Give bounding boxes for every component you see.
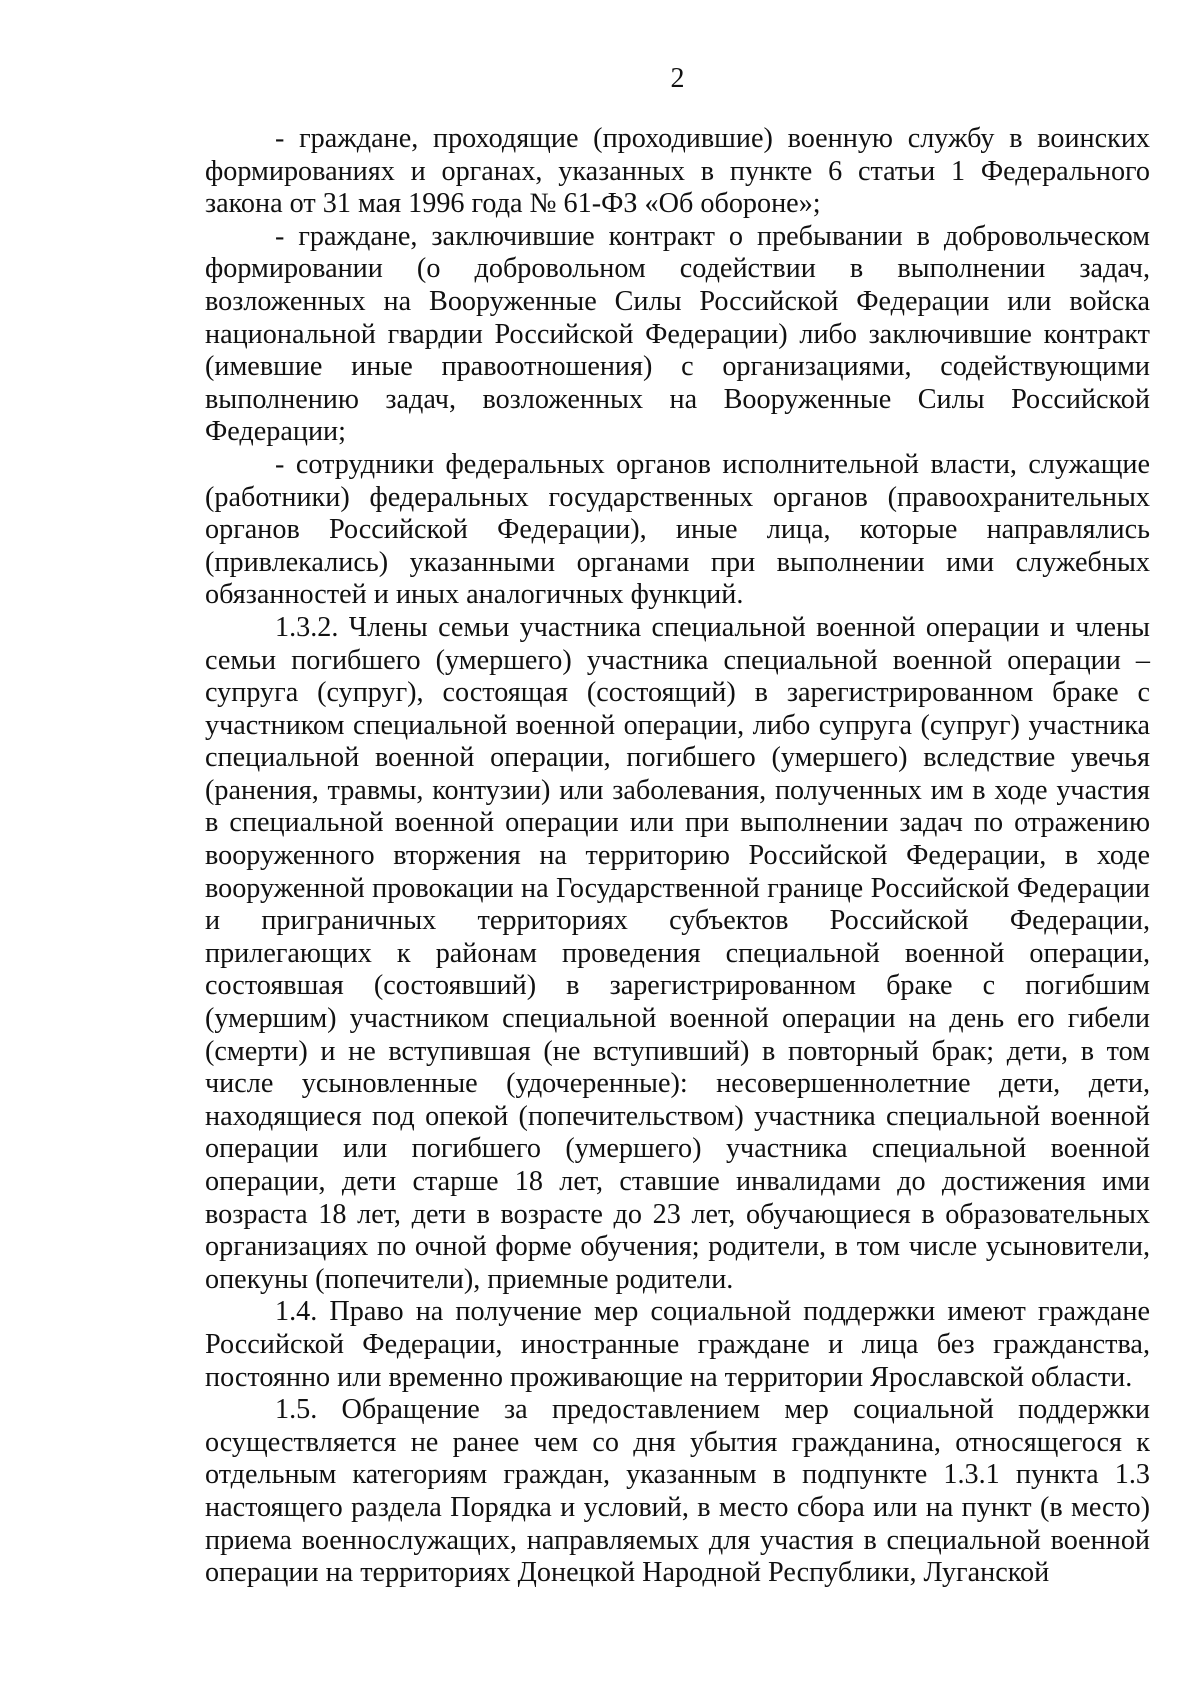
- page-number: 2: [670, 63, 685, 94]
- document-body: [205, 123, 1150, 1590]
- paragraph-1-5-application: 1.5. Обращение за предоставлением мер социальной поддержки осуществляется не ранее чем со дня убытия гражданина, относящегося к отдельным категориям граждан, указанным в подпункте 1.3.1 пункта 1.3 настоящего раздела Порядка и условий, в место сбора или на пункт (в место) приема военнослужащих, направляемых для участия в специальной военной операции на территориях Донецкой Народной Республики, Луганской: [205, 1394, 1150, 1589]
- paragraph-federal-employees: - сотрудники федеральных органов исполнительной власти, служащие (работники) федеральных государственных органов (правоохранительных органов Российской Федерации), иные лица, которые направлялись (привлекались) указанными органами при выполнении ими служебных обязанностей и иных аналогичных функций.: [205, 448, 1150, 611]
- paragraph-1-4-eligibility: 1.4. Право на получение мер социальной поддержки имеют граждане Российской Федерации, иностранные граждане и лица без гражданства, постоянно или временно проживающие на территории Ярославской области.: [205, 1296, 1150, 1393]
- paragraph-volunteers: - граждане, заключившие контракт о пребывании в добровольческом формировании (о добровольном содействии в выполнении задач, возложенных на Вооруженные Силы Российской Федерации или войска национальной гвардии Российской Федерации) либо заключившие контракт (имевшие иные правоотношения) с организациями, содействующими выполнению задач, возложенных на Вооруженные Силы Российской Федерации;: [205, 220, 1150, 448]
- paragraph-servicemen: - граждане, проходящие (проходившие) военную службу в воинских формированиях и органах, указанных в пункте 6 статьи 1 Федерального закона от 31 мая 1996 года № 61-ФЗ «Об обороне»;: [205, 123, 1150, 220]
- paragraph-1-3-2-family-members: 1.3.2. Члены семьи участника специальной военной операции и члены семьи погибшего (умершего) участника специальной военной операции – супруга (супруг), состоящая (состоящий) в зарегистрированном браке с участником специальной военной операции, либо супруга (супруг) участника специальной военной операции, погибшего (умершего) вследствие увечья (ранения, травмы, контузии) или заболевания, полученных им в ходе участия в специальной военной операции или при выполнении задач по отражению вооруженного вторжения на территорию Российской Федерации, в ходе вооруженной провокации на Государственной границе Российской Федерации и приграничных территориях субъектов Российской Федерации, прилегающих к районам проведения специальной военной операции, состоявшая (состоявший) в зарегистрированном браке с погибшим (умершим) участником специальной военной операции на день его гибели (смерти) и не вступившая (не вступивший) в повторный брак; дети, в том числе усыновленные (удочеренные): несовершеннолетние дети, дети, находящиеся под опекой (попечительством) участника специальной военной операции или погибшего (умершего) участника специальной военной операции, дети старше 18 лет, ставшие инвалидами до достижения ими возраста 18 лет, дети в возрасте до 23 лет, обучающиеся в образовательных организациях по очной форме обучения; родители, в том числе усыновители, опекуны (попечители), приемные родители.: [205, 611, 1150, 1295]
